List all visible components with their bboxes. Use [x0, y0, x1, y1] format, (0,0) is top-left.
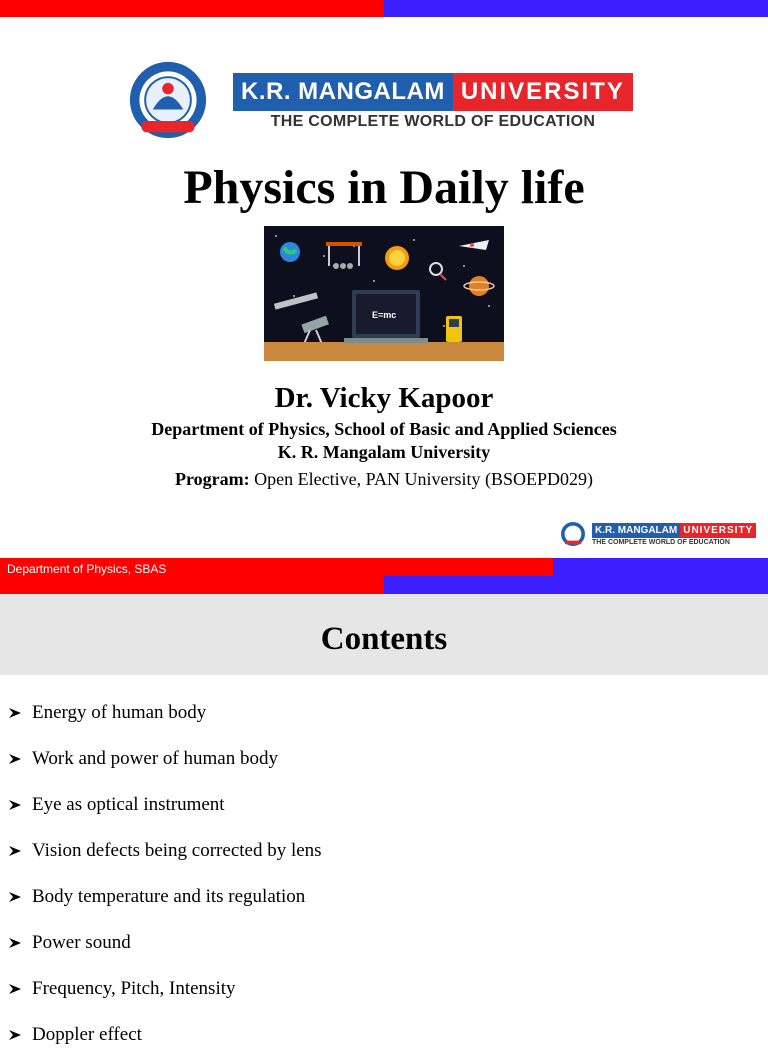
list-item-label: Frequency, Pitch, Intensity: [32, 978, 236, 999]
physics-illustration: [264, 226, 504, 361]
university-line: K. R. Mangalam University: [277, 442, 491, 462]
top-bar-red: [0, 0, 384, 17]
list-item-label: Energy of human body: [32, 702, 207, 723]
brand-tagline: THE COMPLETE WORLD OF EDUCATION: [270, 113, 596, 130]
small-seal-icon: [558, 518, 588, 550]
list-item-label: Eye as optical instrument: [32, 794, 225, 815]
list-item: [8, 782, 322, 828]
department-line: Department of Physics, School of Basic and Applied Sciences: [151, 419, 617, 439]
illustration-formula: E=mc: [372, 310, 397, 320]
arrow-bullet-icon: [8, 936, 22, 950]
list-item: [8, 828, 322, 874]
list-item: [8, 1012, 322, 1058]
brand-left: K.R. MANGALAM: [233, 73, 453, 111]
contents-heading: Contents: [320, 621, 448, 657]
arrow-bullet-icon: [8, 752, 22, 766]
author-name: Dr. Vicky Kapoor: [274, 382, 494, 414]
list-item-label: Body temperature and its regulation: [32, 886, 306, 907]
list-item-label: Power sound: [32, 932, 131, 953]
brand-right: UNIVERSITY: [453, 73, 633, 111]
small-brand-left: K.R. MANGALAM: [592, 523, 680, 538]
divider-bar-blue: [384, 576, 768, 594]
arrow-bullet-icon: [8, 844, 22, 858]
arrow-bullet-icon: [8, 890, 22, 904]
list-item: [8, 690, 322, 736]
contents-list: [8, 690, 322, 1058]
arrow-bullet-icon: [8, 798, 22, 812]
arrow-bullet-icon: [8, 1028, 22, 1042]
arrow-bullet-icon: [8, 706, 22, 720]
university-wordmark: [233, 73, 633, 131]
list-item: [8, 920, 322, 966]
list-item-label: Doppler effect: [32, 1024, 142, 1045]
slide-title: Physics in Daily life: [183, 161, 585, 214]
footer-bar-blue: [553, 558, 768, 576]
program-label: Program:: [175, 469, 250, 489]
list-item-label: Vision defects being corrected by lens: [32, 840, 322, 861]
footer-label: Department of Physics, SBAS: [7, 562, 167, 576]
program-line: [0, 469, 768, 490]
divider-bar-red: [0, 576, 384, 594]
program-value: Open Elective, PAN University (BSOEPD029): [249, 469, 593, 489]
list-item: [8, 874, 322, 920]
arrow-bullet-icon: [8, 982, 22, 996]
list-item: [8, 966, 322, 1012]
list-item: [8, 736, 322, 782]
list-item-label: Work and power of human body: [32, 748, 278, 769]
top-bar-blue: [384, 0, 768, 17]
small-brand-tagline: THE COMPLETE WORLD OF EDUCATION: [592, 539, 730, 546]
university-seal-icon: [120, 60, 216, 140]
small-brand-right: UNIVERSITY: [680, 523, 756, 538]
small-wordmark: [592, 523, 756, 546]
